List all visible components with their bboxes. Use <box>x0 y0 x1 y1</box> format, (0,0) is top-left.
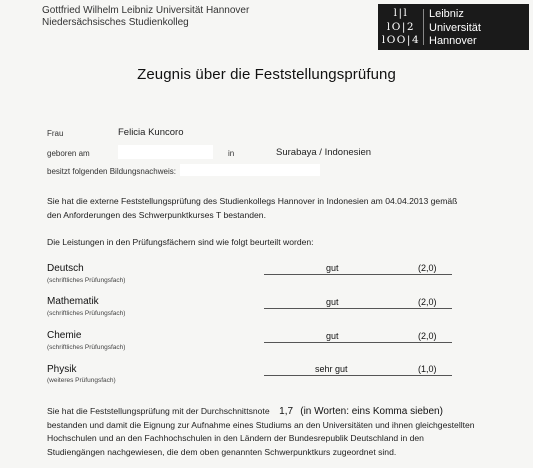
born-label: geboren am <box>47 149 90 158</box>
in-label: in <box>228 149 235 158</box>
logo-line: Universität <box>429 21 481 34</box>
salutation: Frau <box>47 129 64 138</box>
result-line: Studiengängen nachgewiesen, die dem oben genannten Schwerpunktkurs zugeordnet sind. <box>47 446 397 457</box>
subject-grade: sehr gut <box>315 364 348 374</box>
result-line <box>47 405 475 419</box>
birthplace: Surabaya / Indonesien <box>276 147 372 158</box>
subject-grade: gut <box>326 263 339 273</box>
subject-grade: gut <box>326 297 339 307</box>
institution-name: Gottfried Wilhelm Leibniz Universität Hannover <box>42 5 250 16</box>
certificate-label: besitzt folgenden Bildungsnachweis: <box>47 167 176 176</box>
intro-line: den Anforderungen des Schwerpunktkurses T bestanden. <box>47 209 266 220</box>
logo-divider <box>423 9 424 45</box>
subject-note: (schriftliches Prüfungsfach) <box>47 344 126 351</box>
grades-intro: Die Leistungen in den Prüfungsfächern sind wie folgt beurteilt worden: <box>47 237 314 247</box>
grade-underline <box>264 274 452 275</box>
logo-wordmark <box>429 8 481 49</box>
logo-mark-row: lO|2 <box>386 20 416 33</box>
redacted-certificate <box>180 164 320 176</box>
subject-name: Chemie <box>47 330 82 341</box>
redacted-birthdate <box>118 145 213 159</box>
grade-underline <box>264 342 452 343</box>
intro-paragraph <box>47 195 457 222</box>
subject-note: (schriftliches Prüfungsfach) <box>47 310 126 317</box>
subject-value: (2,0) <box>418 297 437 307</box>
document-title: Zeugnis über die Feststellungsprüfung <box>137 66 396 83</box>
department-name: Niedersächsisches Studienkolleg <box>42 17 189 28</box>
subject-value: (2,0) <box>418 263 437 273</box>
logo-mark-row: l|l <box>393 7 409 19</box>
university-logo <box>378 4 529 50</box>
subject-value: (1,0) <box>418 364 437 374</box>
subject-value: (2,0) <box>418 331 437 341</box>
subject-name: Mathematik <box>47 296 99 307</box>
subject-name: Physik <box>47 364 77 375</box>
grade-underline <box>264 308 452 309</box>
average-grade: 1,7 <box>279 406 294 417</box>
logo-mark <box>381 7 421 47</box>
average-in-words: (in Worten: eins Komma sieben) <box>300 406 443 417</box>
subject-name: Deutsch <box>47 263 84 274</box>
result-text: Sie hat die Feststellungsprüfung mit der Durchschnittsnote <box>47 406 270 416</box>
grade-underline <box>264 375 452 376</box>
subject-grade: gut <box>326 331 339 341</box>
logo-line: Leibniz <box>429 8 464 20</box>
student-name: Felicia Kuncoro <box>118 127 184 138</box>
subject-note: (weiteres Prüfungsfach) <box>47 377 116 384</box>
result-paragraph <box>47 405 475 459</box>
result-line: Hochschulen und an den Fachhochschulen in den Ländern der Bundesrepublik Deutschland in den <box>47 433 424 443</box>
logo-mark-row: lOO|4 <box>381 34 421 46</box>
logo-line: Hannover <box>429 35 477 47</box>
subject-note: (schriftliches Prüfungsfach) <box>47 277 126 284</box>
intro-line: Sie hat die externe Feststellungsprüfung des Studienkollegs Hannover in Indonesien am 04.04.2013 gemäß <box>47 196 458 206</box>
result-line: bestanden und damit die Eignung zur Aufnahme eines Studiums an den Universitäten und ihnen gleichgestellten <box>47 419 475 430</box>
